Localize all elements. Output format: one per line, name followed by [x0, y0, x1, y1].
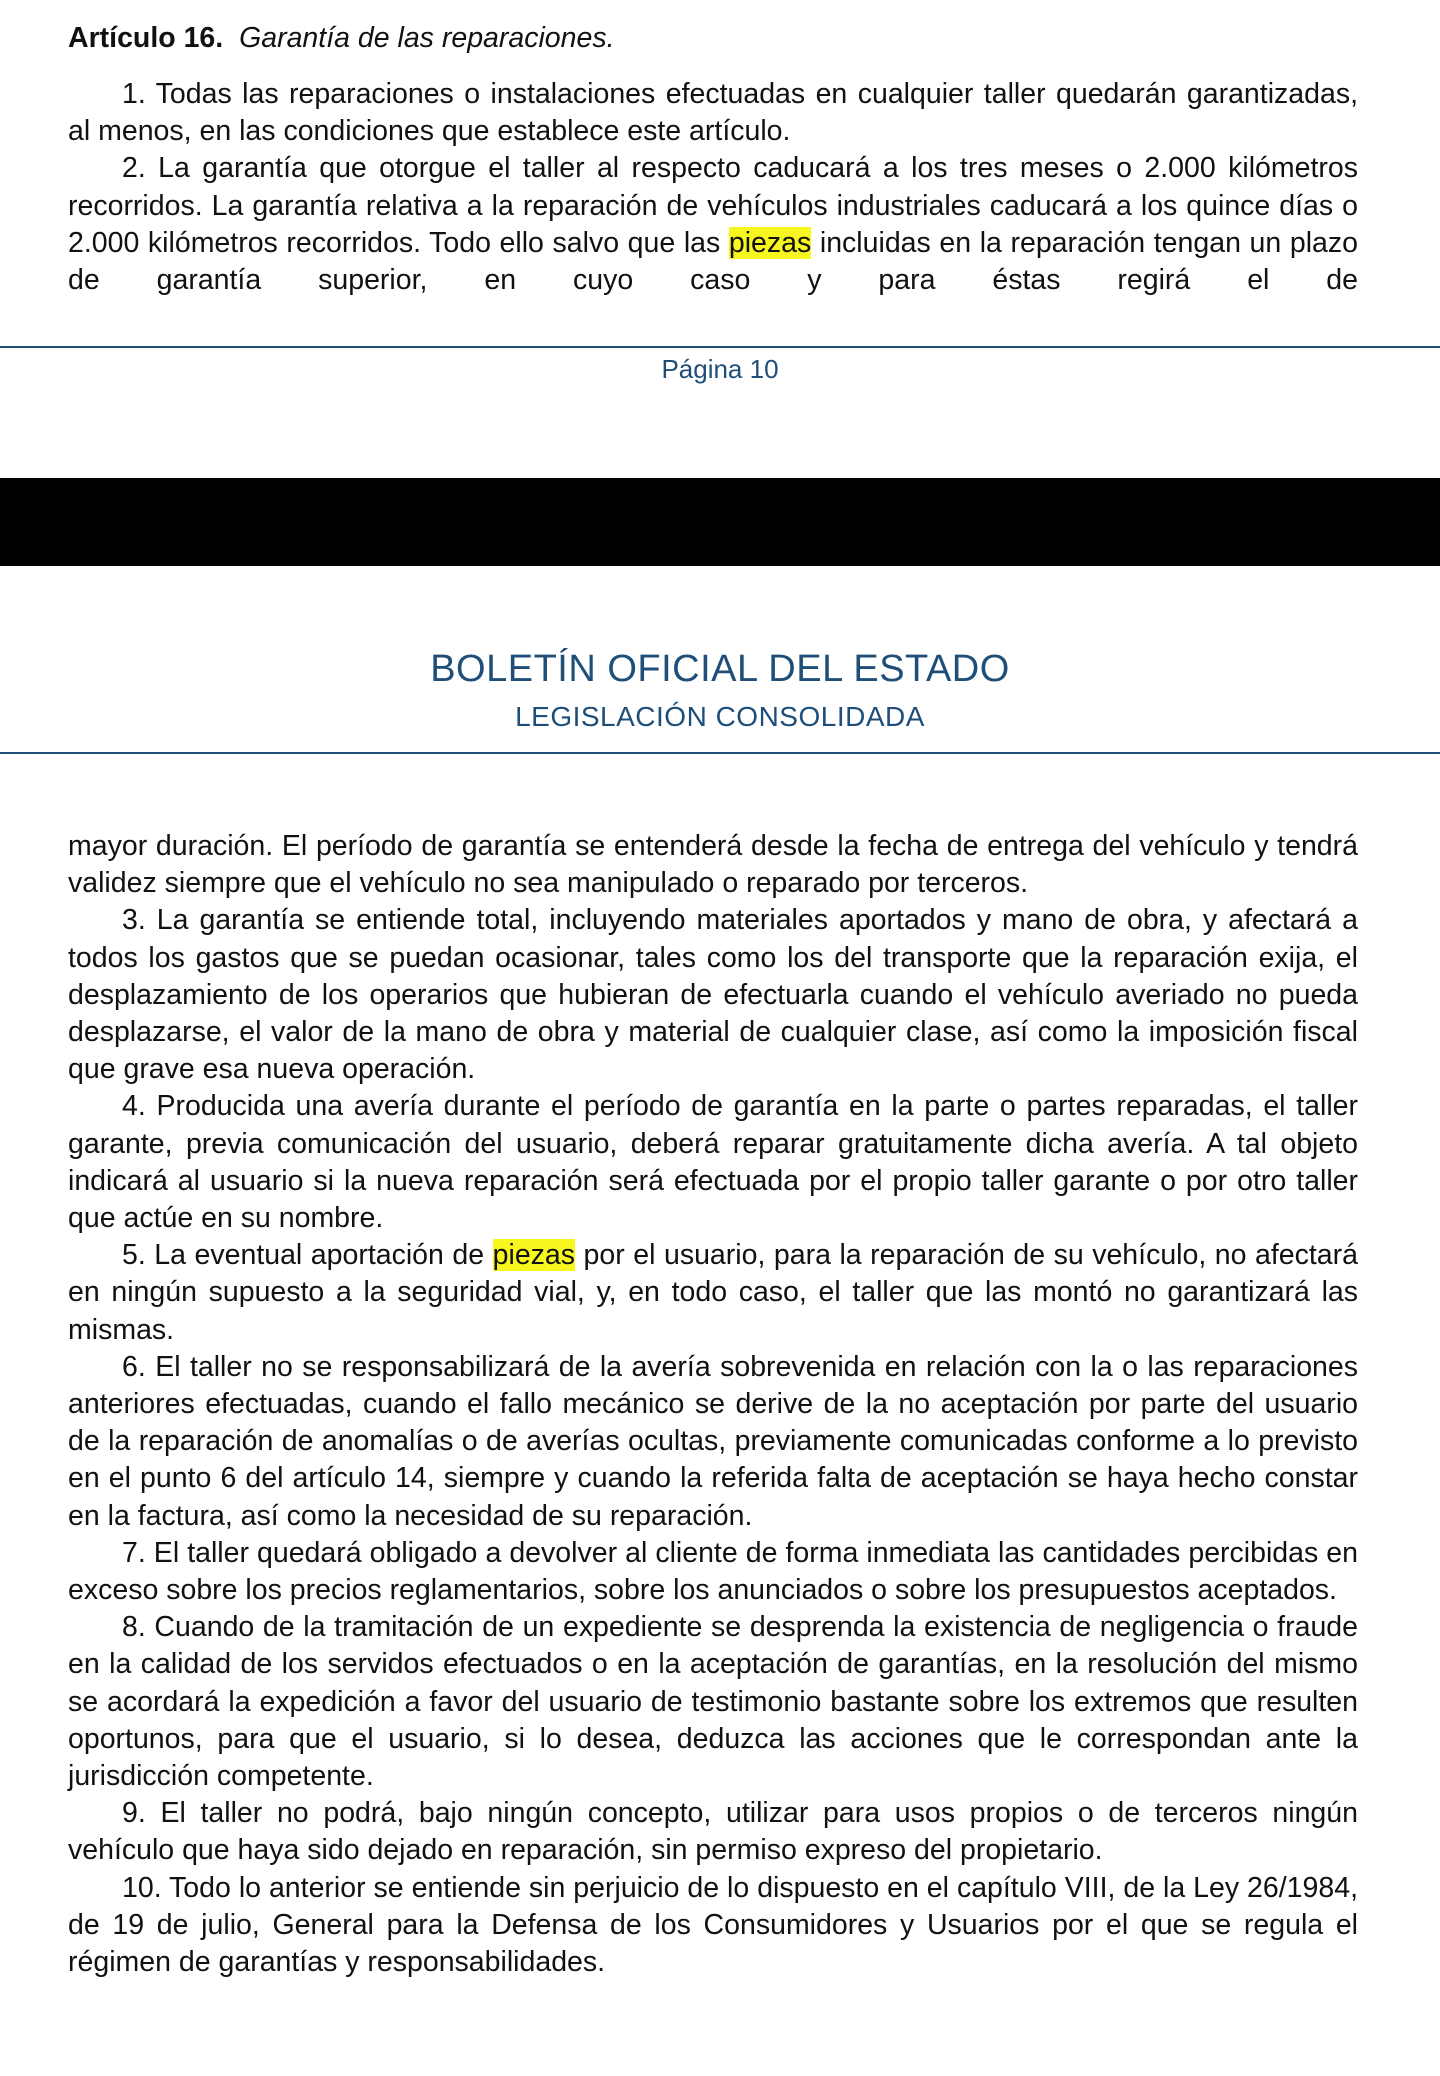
paragraph-2-part-a: 2. La garantía que otorgue el taller al respecto caducará a los tres meses o 2.000 kilómetros recorridos. La garantía relativa a la reparación de vehículos industriales caducará a los quince días o 2.000 kilómetros recorridos. Todo ello salvo que las: [68, 152, 1358, 259]
paragraph-9: 9. El taller no podrá, bajo ningún concepto, utilizar para usos propios o de terceros ningún vehículo que haya sido dejado en reparación, sin permiso expreso del propietario.: [68, 1797, 1358, 1867]
page-number: Página 10: [661, 354, 779, 384]
paragraph-5-part-b: por el usuario, para la reparación de su vehículo, no afectará en ningún supuesto a la seguridad vial, y, en todo caso, el taller que las montó no garantizará las mismas.: [68, 1239, 1358, 1346]
paragraph-5: [68, 1237, 1358, 1349]
boe-header-subtitle: LEGISLACIÓN CONSOLIDADA: [515, 701, 925, 732]
page-separator: [0, 478, 1440, 566]
paragraph-7: 7. El taller quedará obligado a devolver al cliente de forma inmediata las cantidades percibidas en exceso sobre los precios reglamentarios, sobre los anunciados o sobre los presupuestos aceptados.: [68, 1536, 1358, 1607]
boe-header-title: BOLETÍN OFICIAL DEL ESTADO: [430, 648, 1010, 690]
paragraph-2: [68, 150, 1358, 299]
search-highlight: piezas: [492, 1239, 576, 1272]
search-highlight: piezas: [728, 226, 812, 259]
paragraph-8: 8. Cuando de la tramitación de un expediente se desprenda la existencia de negligencia o fraude en la calidad de los servidos efectuados o en la aceptación de garantías, en la resolución del mismo se acordará la expedición a favor del usuario de testimonio bastante sobre los extremos que resulten oportunos, para que el usuario, si lo desea, deduzca las acciones que le correspondan ante la jurisdicción competente.: [68, 1611, 1358, 1793]
paragraph-3: 3. La garantía se entiende total, incluyendo materiales aportados y mano de obra, y afectará a todos los gastos que se puedan ocasionar, tales como los del transporte que la reparación exija, el desplazamiento de los operarios que hubieran de efectuarla cuando el vehículo averiado no pueda desplazarse, el valor de la mano de obra y material de cualquier clase, así como la imposición fiscal que grave esa nueva operación.: [68, 904, 1358, 1086]
article-heading: [68, 18, 615, 58]
footer-rule: [0, 346, 1440, 348]
paragraph-4: 4. Producida una avería durante el período de garantía en la parte o partes reparadas, el taller garante, previa comunicación del usuario, deberá reparar gratuitamente dicha avería. A tal objeto indicará al usuario si la nueva reparación será efectuada por el propio taller garante o por otro taller que actúe en su nombre.: [68, 1090, 1358, 1235]
paragraph-5-part-a: 5. La eventual aportación de: [122, 1239, 493, 1272]
paragraph-1: 1. Todas las reparaciones o instalaciones efectuadas en cualquier taller quedarán garantizadas, al menos, en las condiciones que establece este artículo.: [68, 78, 1358, 148]
paragraph-10: 10. Todo lo anterior se entiende sin perjuicio de lo dispuesto en el capítulo VIII, de la Ley 26/1984, de 19 de julio, General para la Defensa de los Consumidores y Usuarios por el que se regula el régimen de garantías y responsabilidades.: [68, 1871, 1358, 1979]
paragraph-6: 6. El taller no se responsabilizará de la avería sobrevenida en relación con la o las reparaciones anteriores efectuadas, cuando el fallo mecánico se derive de la no aceptación por parte del usuario de la reparación de anomalías o de averías ocultas, previamente comunicadas conforme a lo previsto en el punto 6 del artículo 14, siempre y cuando la referida falta de aceptación se haya hecho constar en la factura, así como la necesidad de su reparación.: [68, 1350, 1358, 1532]
page1-body: [68, 76, 1358, 299]
article-number: Artículo 16.: [68, 22, 224, 54]
article-title: Garantía de las reparaciones.: [239, 22, 615, 54]
paragraph-2-part-b: incluidas en la reparación tengan un plazo de garantía superior, en cuyo caso y para éstas regirá el de: [68, 226, 1358, 297]
page2-body: [68, 828, 1358, 1981]
header-rule: [0, 752, 1440, 754]
paragraph-2-continued: mayor duración. El período de garantía se entenderá desde la fecha de entrega del vehículo y tendrá validez siempre que el vehículo no sea manipulado o reparado por terceros.: [68, 830, 1358, 900]
